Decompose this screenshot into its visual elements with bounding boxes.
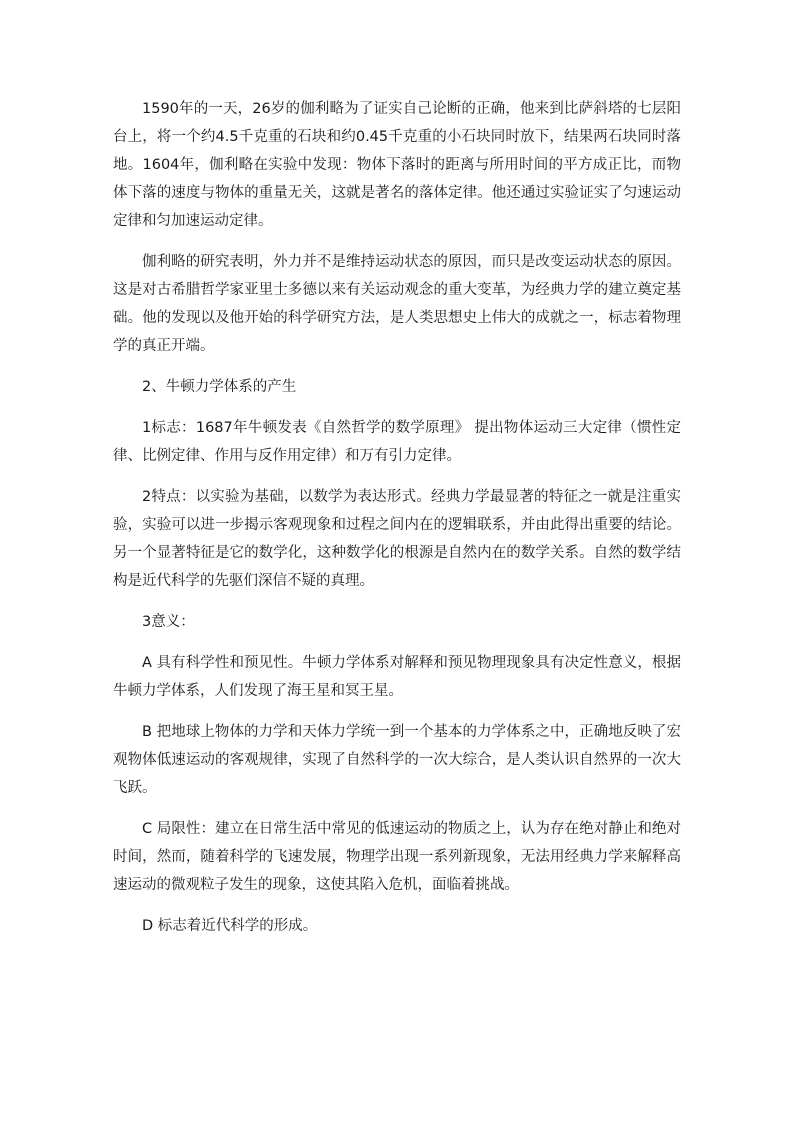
paragraph-meaning-c: C 局限性：建立在日常生活中常见的低速运动的物质之上，认为存在绝对静止和绝对时间，然而，随着科学的飞速发展，物理学出现一系列新现象，无法用经典力学来解释高速运动的微观粒子发生的现象，这使其陷入危机，面临着挑战。 <box>113 821 681 893</box>
paragraph-meaning-b: B 把地球上物体的力学和天体力学统一到一个基本的力学体系之中，正确地反映了宏观物体低速运动的客观规律，实现了自然科学的一次大综合，是人类认识自然界的一次大飞跃。 <box>113 724 681 796</box>
paragraph-meaning-a: A 具有科学性和预见性。牛顿力学体系对解释和预见物理现象具有决定性意义，根据牛顿力学体系，人们发现了海王星和冥王星。 <box>113 655 681 699</box>
section-heading-newton: 2、牛顿力学体系的产生 <box>142 379 297 395</box>
paragraph-newton-mark: 1标志：1687年牛顿发表《自然哲学的数学原理》 提出物体运动三大定律（惯性定律、比例定律、作用与反作用定律）和万有引力定律。 <box>113 420 681 464</box>
document-body <box>113 95 681 953</box>
paragraph-galileo-significance: 伽利略的研究表明，外力并不是维持运动状态的原因，而只是改变运动状态的原因。这是对古希腊哲学家亚里士多德以来有关运动观念的重大变革，为经典力学的建立奠定基础。他的发现以及他开始的科学研究方法，是人类思想史上伟大的成就之一，标志着物理学的真正开端。 <box>113 254 681 354</box>
paragraph-meaning-d: D 标志着近代科学的形成。 <box>142 918 318 934</box>
paragraph-newton-meaning-label: 3意义： <box>142 614 195 630</box>
paragraph-galileo-experiment: 1590年的一天，26岁的伽利略为了证实自己论断的正确，他来到比萨斜塔的七层阳台上，将一个约4.5千克重的石块和约0.45千克重的小石块同时放下，结果两石块同时落地。1604年，伽利略在实验中发现：物体下落时的距离与所用时间的平方成正比，而物体下落的速度与物体的重量无关，这就是著名的落体定律。他还通过实验证实了匀速运动定律和匀加速运动定律。 <box>113 101 681 229</box>
paragraph-newton-features: 2特点：以实验为基础，以数学为表达形式。经典力学最显著的特征之一就是注重实验，实验可以进一步揭示客观现象和过程之间内在的逻辑联系，并由此得出重要的结论。另一个显著特征是它的数学化，这种数学化的根源是自然内在的数学关系。自然的数学结构是近代科学的先驱们深信不疑的真理。 <box>113 489 681 589</box>
